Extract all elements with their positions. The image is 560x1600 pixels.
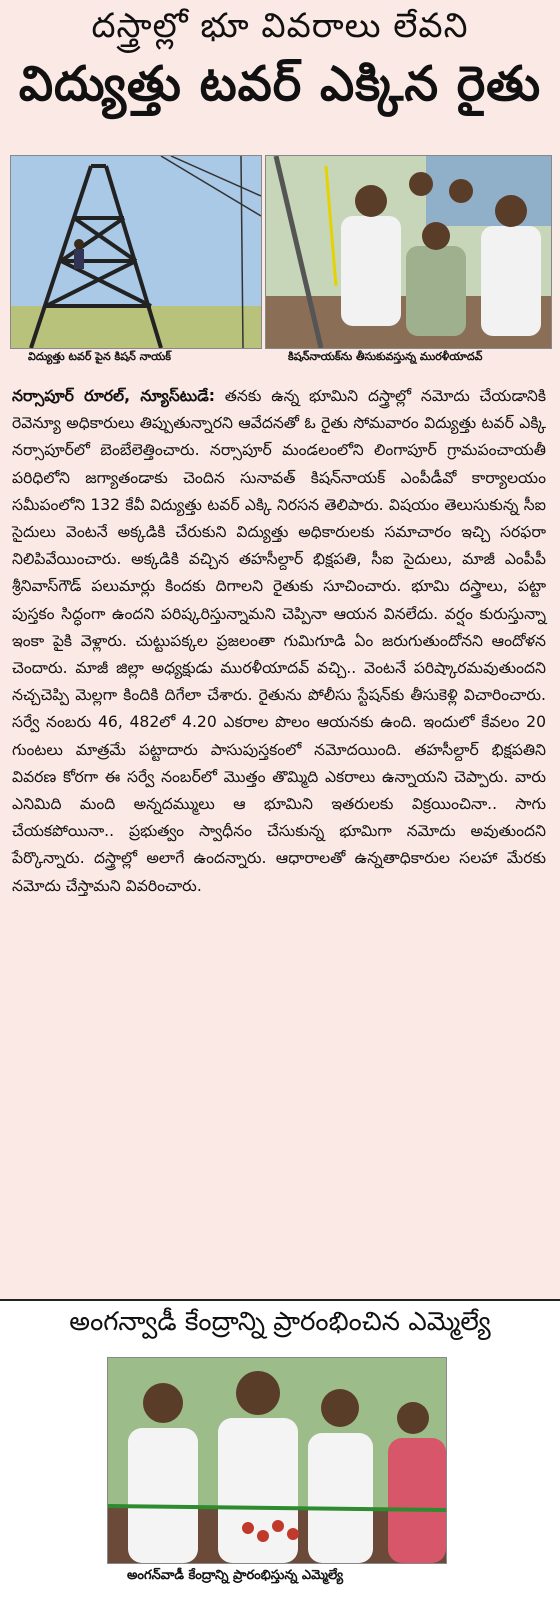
article-dateline: నర్సాపూర్ రూరల్, న్యూస్‌టుడే: <box>12 387 215 405</box>
story-divider <box>0 1299 560 1301</box>
farmer-escort-photo <box>265 155 552 349</box>
inauguration-caption: అంగన్‌వాడీ కేంద్రాన్ని ప్రారంభిస్తున్న ఎమ్మెల్యే <box>127 1568 344 1583</box>
article-kicker: దస్త్రాల్లో భూ వివరాలు లేవని <box>91 6 469 46</box>
second-story-headline: అంగన్వాడీ కేంద్రాన్ని ప్రారంభించిన ఎమ్మెల్యే <box>69 1307 491 1337</box>
tower-photo <box>10 155 262 349</box>
tower-photo-caption: విద్యుత్తు టవర్ పైన కిషన్ నాయక్ <box>28 350 171 363</box>
inauguration-photo <box>107 1357 447 1564</box>
article-body <box>12 383 546 900</box>
article-body-text: తనకు ఉన్న భూమిని దస్త్రాల్లో నమోదు చేయడానికి రెవెన్యూ అధికారులు తిప్పుతున్నారని ఆవేదనతో ఓ రైతు సోమవారం విద్యుత్తు టవర్ ఎక్కి నర్సాపూర్‌లో బెంబేలెత్తించారు. నర్సాపూర్ మండలంలోని లింగాపూర్ గ్రామపంచాయతీ పరిధిలోని జగ్యాతండాకు చెందిన సునావత్ కిషన్‌నాయక్ ఎంపీడీవో కార్యాలయం సమీపంలోని 132 కేవీ విద్యుత్తు టవర్ ఎక్కి నిరసన తెలిపారు. విషయం తెలుసుకున్న సీఐ సైదులు వెంటనే అక్కడికి చేరుకుని విద్యుత్తు అధికారులకు సమాచారం ఇచ్చి సరఫరా నిలిపివేయించారు. అక్కడికి వచ్చిన తహసీల్దార్ భిక్షపతి, సీఐ సైదులు, మాజీ ఎంపీపీ శ్రీనివాస్‌గౌడ్ పలుమార్లు కిందకు దిగాలని రైతుకు సూచించారు. భూమి దస్త్రాలు, పట్టా పుస్తకం సిద్ధంగా ఉందని పరిష్కరిస్తున్నామని చెప్పినా ఆయన వినలేదు. వర్షం కురుస్తున్నా ఇంకా పైకి వెళ్లారు. చుట్టుపక్కల ప్రజలంతా గుమిగూడి ఏం జరుగుతుందోనని ఆందోళన చెందారు. మాజీ జిల్లా అధ్యక్షుడు మురళీయాదవ్ వచ్చి.. వెంటనే పరిష్కారమవుతుందని నచ్చచెప్పి మెల్లగా కిందికి దిగేలా చేశారు. రైతును పోలీసు స్టేషన్‌కు తీసుకెళ్లి విచారించారు. సర్వే నంబరు 46, 482లో 4.20 ఎకరాల పొలం ఆయనకు ఉంది. ఇందులో కేవలం 20 గుంటలు మాత్రమే పట్టాదారు పాసుపుస్తకంలో నమోదయింది. తహసీల్దార్ భిక్షపతిని వివరణ కోరగా ఈ సర్వే నంబర్‌లో మొత్తం తొమ్మిది ఎకరాలు ఉన్నాయని చెప్పారు. వారు ఎనిమిది మంది అన్నదమ్ములు ఆ భూమిని ఇతరులకు విక్రయించినా.. సాగు చేయకపోయినా.. ప్రభుత్వం స్వాధీనం చేసుకున్న భూమిగా నమోదు అవుతుందని పేర్కొన్నారు. దస్త్రాల్లో అలాగే ఉందన్నారు. ఆధారాలతో ఉన్నతాధికారుల సలహా మేరకు నమోదు చేస్తామని వివరించారు. <box>12 387 546 895</box>
article-headline: విద్యుత్తు టవర్ ఎక్కిన రైతు <box>18 56 542 112</box>
farmer-escort-caption: కిషన్‌నాయక్‌ను తీసుకువస్తున్న మురళీయాదవ్ <box>288 350 483 363</box>
